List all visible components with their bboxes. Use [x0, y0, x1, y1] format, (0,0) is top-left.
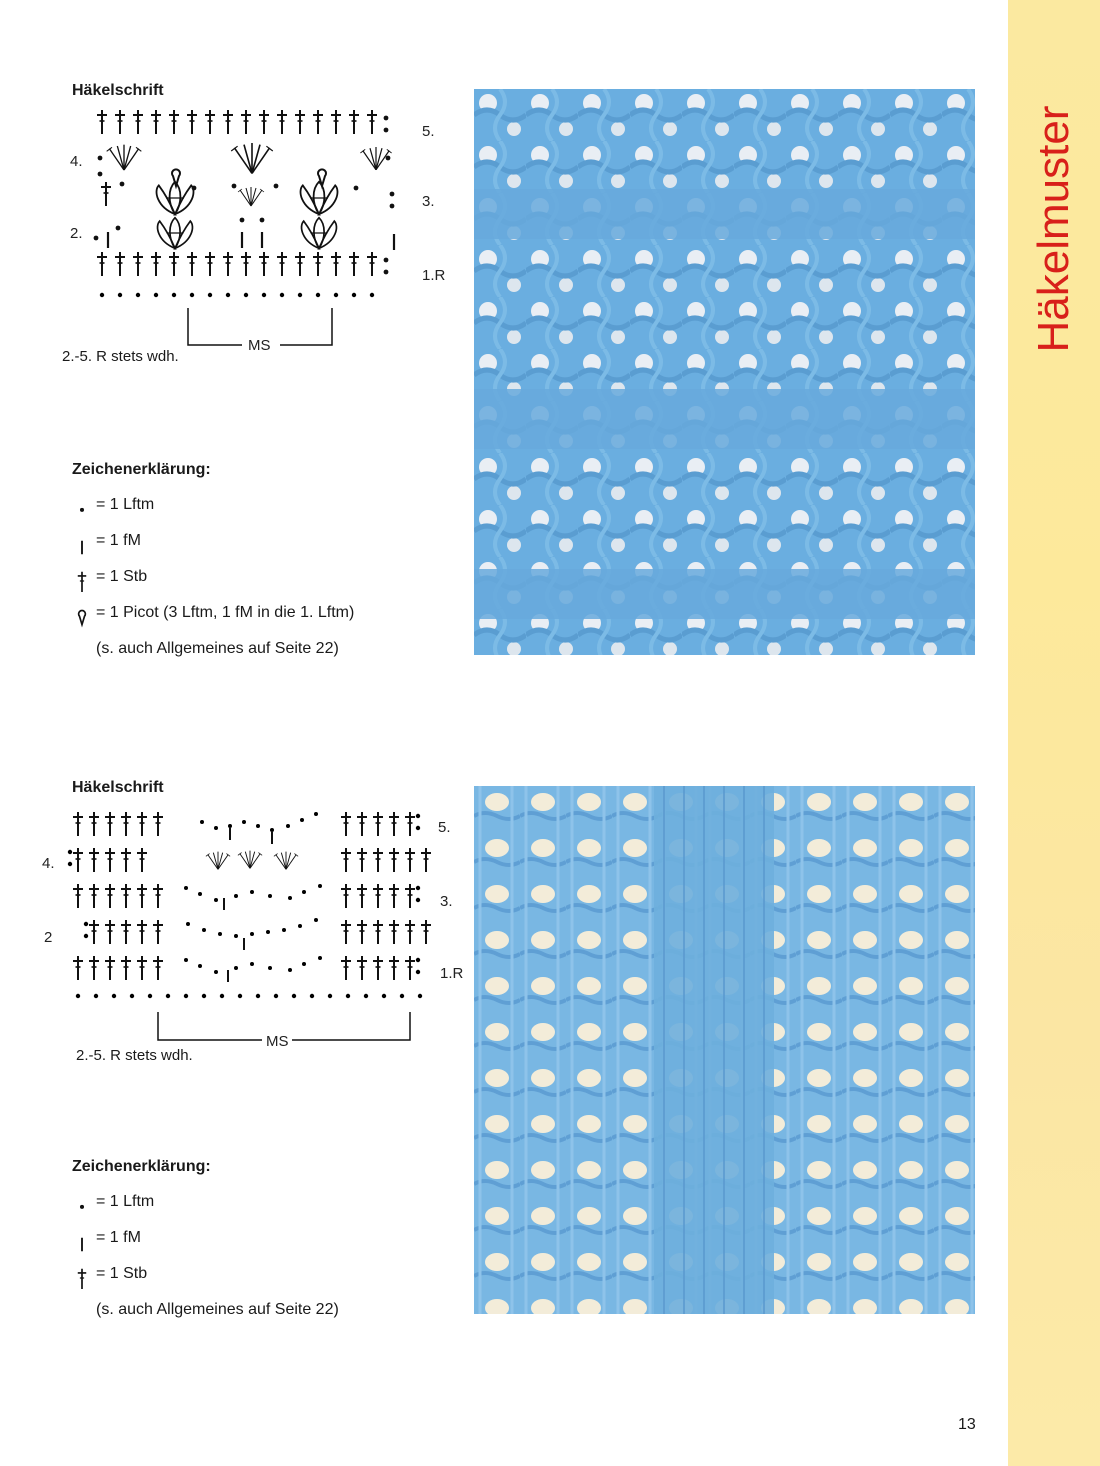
chart1-row2-label: 2. — [70, 225, 83, 242]
pattern2-legend-title: Zeichenerklärung: — [72, 1158, 211, 1175]
chart2-row1-label: 1.R — [440, 965, 464, 982]
section-title-text: Häkelmuster — [1029, 105, 1078, 353]
chart1-row1-label: 1.R — [422, 267, 446, 284]
legend-text: = 1 Lftm — [96, 496, 155, 513]
chart1-row2 — [94, 218, 394, 250]
chart1-row3 — [101, 169, 394, 214]
fm-icon — [74, 1231, 90, 1253]
chart2-right-columns — [341, 812, 431, 980]
chart1-row4-label: 4. — [70, 153, 83, 170]
dot-icon — [74, 1195, 90, 1217]
chart2-left-columns — [73, 812, 163, 980]
stb-icon — [74, 570, 90, 592]
chart2-row4-label: 4. — [42, 855, 55, 872]
legend-text: = 1 Stb — [96, 1265, 148, 1282]
chart1-foundation — [100, 293, 374, 297]
chart2-repeat-label: MS — [266, 1033, 289, 1050]
pattern1-repeat-note: 2.-5. R stets wdh. — [62, 348, 179, 365]
legend-text: = 1 Picot (3 Lftm, 1 fM in die 1. Lftm) — [96, 604, 355, 621]
section-title-vertical — [1010, 84, 1098, 374]
dot-icon — [74, 498, 90, 520]
chart1-row3-label: 3. — [422, 193, 435, 210]
stb-icon — [74, 1267, 90, 1289]
pattern1-heading: Häkelschrift — [72, 82, 164, 99]
chart2-foundation — [76, 994, 422, 998]
picot-icon — [74, 606, 90, 628]
pattern2-photo — [474, 786, 975, 1314]
page-number: 13 — [958, 1416, 976, 1433]
chart2-row3-label: 3. — [440, 893, 453, 910]
legend-text: = 1 Stb — [96, 568, 148, 585]
pattern2-heading: Häkelschrift — [72, 779, 164, 796]
legend-text: = 1 fM — [96, 532, 141, 549]
chart1-row5-label: 5. — [422, 123, 435, 140]
pattern1-crochet-chart — [60, 100, 460, 360]
pattern2-repeat-note: 2.-5. R stets wdh. — [76, 1047, 193, 1064]
legend-text: = 1 Lftm — [96, 1193, 155, 1210]
pattern2-crochet-chart — [40, 800, 470, 1060]
chart2-row5-label: 5. — [438, 819, 451, 836]
pattern1-photo — [474, 89, 975, 655]
chart2-row2-label: 2 — [44, 929, 53, 946]
chart1-repeat-label: MS — [248, 337, 271, 354]
legend-text: = 1 fM — [96, 1229, 141, 1246]
chart1-row5 — [97, 110, 388, 134]
pattern1-legend-title: Zeichenerklärung: — [72, 461, 211, 478]
fm-icon — [74, 534, 90, 556]
chart1-row4 — [98, 143, 392, 176]
chart2-center-arches — [184, 812, 322, 982]
chart1-row1 — [97, 252, 388, 276]
